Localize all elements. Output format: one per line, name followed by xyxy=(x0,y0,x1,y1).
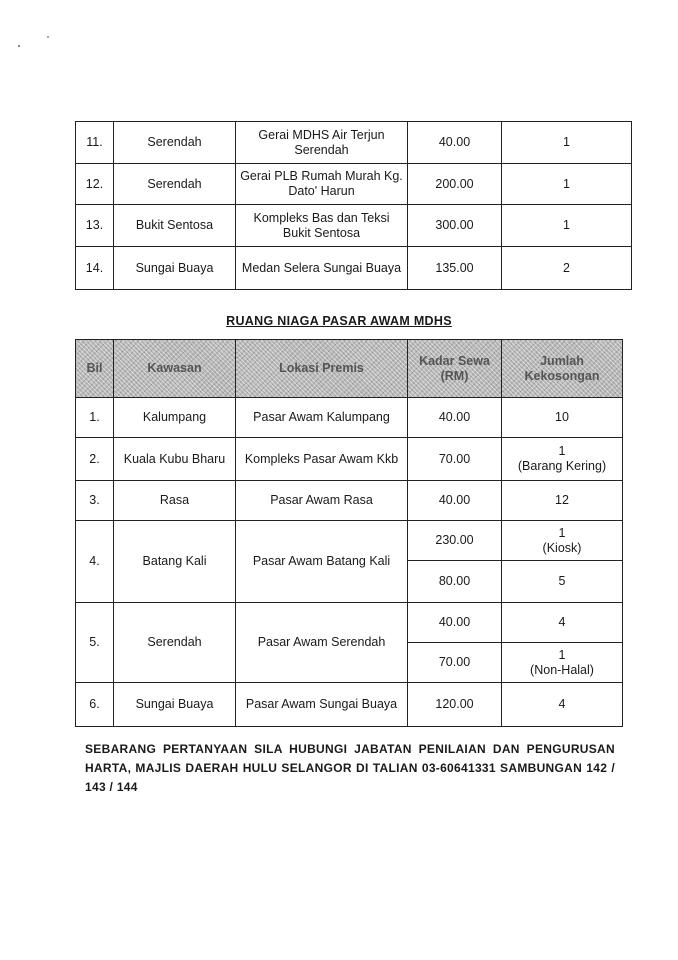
table-row xyxy=(76,247,632,290)
lokasi-cell: Gerai MDHS Air Terjun Serendah xyxy=(236,122,408,164)
table-row xyxy=(76,481,623,521)
jumlah-cell: 5 xyxy=(502,561,623,603)
kadar-cell: 230.00 xyxy=(408,521,502,561)
row-number: 14. xyxy=(76,247,114,290)
jumlah-cell: 10 xyxy=(502,398,623,438)
lokasi-cell: Kompleks Pasar Awam Kkb xyxy=(236,438,408,481)
kadar-cell: 70.00 xyxy=(408,438,502,481)
kawasan-cell: Sungai Buaya xyxy=(114,247,236,290)
kadar-cell: 300.00 xyxy=(408,205,502,247)
market-table xyxy=(75,339,623,727)
jumlah-cell: 1 xyxy=(502,122,632,164)
kawasan-cell: Kuala Kubu Bharu xyxy=(114,438,236,481)
jumlah-cell xyxy=(502,643,623,683)
jumlah-note: (Kiosk) xyxy=(542,540,582,555)
jumlah-cell: 4 xyxy=(502,603,623,643)
table-row xyxy=(76,683,623,727)
kawasan-cell: Serendah xyxy=(114,122,236,164)
jumlah-value: 1 xyxy=(558,444,566,458)
kadar-cell: 200.00 xyxy=(408,164,502,205)
table-row xyxy=(76,164,632,205)
row-number: 5. xyxy=(76,603,114,683)
header-lokasi: Lokasi Premis xyxy=(236,340,408,398)
row-number: 2. xyxy=(76,438,114,481)
kawasan-cell: Serendah xyxy=(114,603,236,683)
jumlah-cell: 1 xyxy=(502,164,632,205)
header-row xyxy=(76,340,623,398)
section-title: RUANG NIAGA PASAR AWAM MDHS xyxy=(226,314,452,328)
scan-speck xyxy=(18,45,20,47)
header-bil: Bil xyxy=(76,340,114,398)
kawasan-cell: Serendah xyxy=(114,164,236,205)
kadar-cell: 70.00 xyxy=(408,643,502,683)
kadar-cell: 40.00 xyxy=(408,122,502,164)
lokasi-cell: Medan Selera Sungai Buaya xyxy=(236,247,408,290)
table-row xyxy=(76,398,623,438)
kawasan-cell: Bukit Sentosa xyxy=(114,205,236,247)
kadar-cell: 120.00 xyxy=(408,683,502,727)
scan-speck xyxy=(47,36,49,38)
table-row xyxy=(76,521,623,561)
jumlah-value: 1 xyxy=(558,647,566,662)
contact-notice: SEBARANG PERTANYAAN SILA HUBUNGI JABATAN PENILAIAN DAN PENGURUSAN HARTA, MAJLIS DAERAH HULU SELANGOR DI TALIAN 03-60641331 SAMBUNGAN 142 / 143 / 144 xyxy=(85,742,615,794)
table-row xyxy=(76,603,623,643)
lokasi-cell: Pasar Awam Kalumpang xyxy=(236,398,408,438)
stall-table-continued xyxy=(75,121,632,290)
header-kawasan: Kawasan xyxy=(114,340,236,398)
kadar-cell: 40.00 xyxy=(408,603,502,643)
table-row xyxy=(76,205,632,247)
kadar-cell: 80.00 xyxy=(408,561,502,603)
jumlah-value: 1 xyxy=(558,525,566,540)
lokasi-cell: Kompleks Bas dan Teksi Bukit Sentosa xyxy=(236,205,408,247)
jumlah-note: (Barang Kering) xyxy=(517,459,607,473)
lokasi-cell: Pasar Awam Batang Kali xyxy=(236,521,408,603)
jumlah-cell xyxy=(502,521,623,561)
jumlah-note: (Non-Halal) xyxy=(530,662,594,677)
jumlah-cell: 2 xyxy=(502,247,632,290)
row-number: 13. xyxy=(76,205,114,247)
jumlah-cell: 4 xyxy=(502,683,623,727)
header-kadar: Kadar Sewa (RM) xyxy=(408,340,502,398)
lokasi-cell: Pasar Awam Serendah xyxy=(236,603,408,683)
kawasan-cell: Kalumpang xyxy=(114,398,236,438)
kadar-cell: 40.00 xyxy=(408,398,502,438)
row-number: 3. xyxy=(76,481,114,521)
jumlah-cell: 1 xyxy=(502,205,632,247)
header-jumlah: Jumlah Kekosongan xyxy=(502,340,623,398)
table-row xyxy=(76,438,623,481)
row-number: 1. xyxy=(76,398,114,438)
jumlah-cell: 12 xyxy=(502,481,623,521)
table-row xyxy=(76,122,632,164)
jumlah-cell xyxy=(502,438,623,481)
row-number: 6. xyxy=(76,683,114,727)
lokasi-cell: Pasar Awam Sungai Buaya xyxy=(236,683,408,727)
row-number: 4. xyxy=(76,521,114,603)
lokasi-cell: Pasar Awam Rasa xyxy=(236,481,408,521)
row-number: 11. xyxy=(76,122,114,164)
row-number: 12. xyxy=(76,164,114,205)
kawasan-cell: Rasa xyxy=(114,481,236,521)
kadar-cell: 135.00 xyxy=(408,247,502,290)
kadar-cell: 40.00 xyxy=(408,481,502,521)
kawasan-cell: Sungai Buaya xyxy=(114,683,236,727)
lokasi-cell: Gerai PLB Rumah Murah Kg. Dato' Harun xyxy=(236,164,408,205)
kawasan-cell: Batang Kali xyxy=(114,521,236,603)
